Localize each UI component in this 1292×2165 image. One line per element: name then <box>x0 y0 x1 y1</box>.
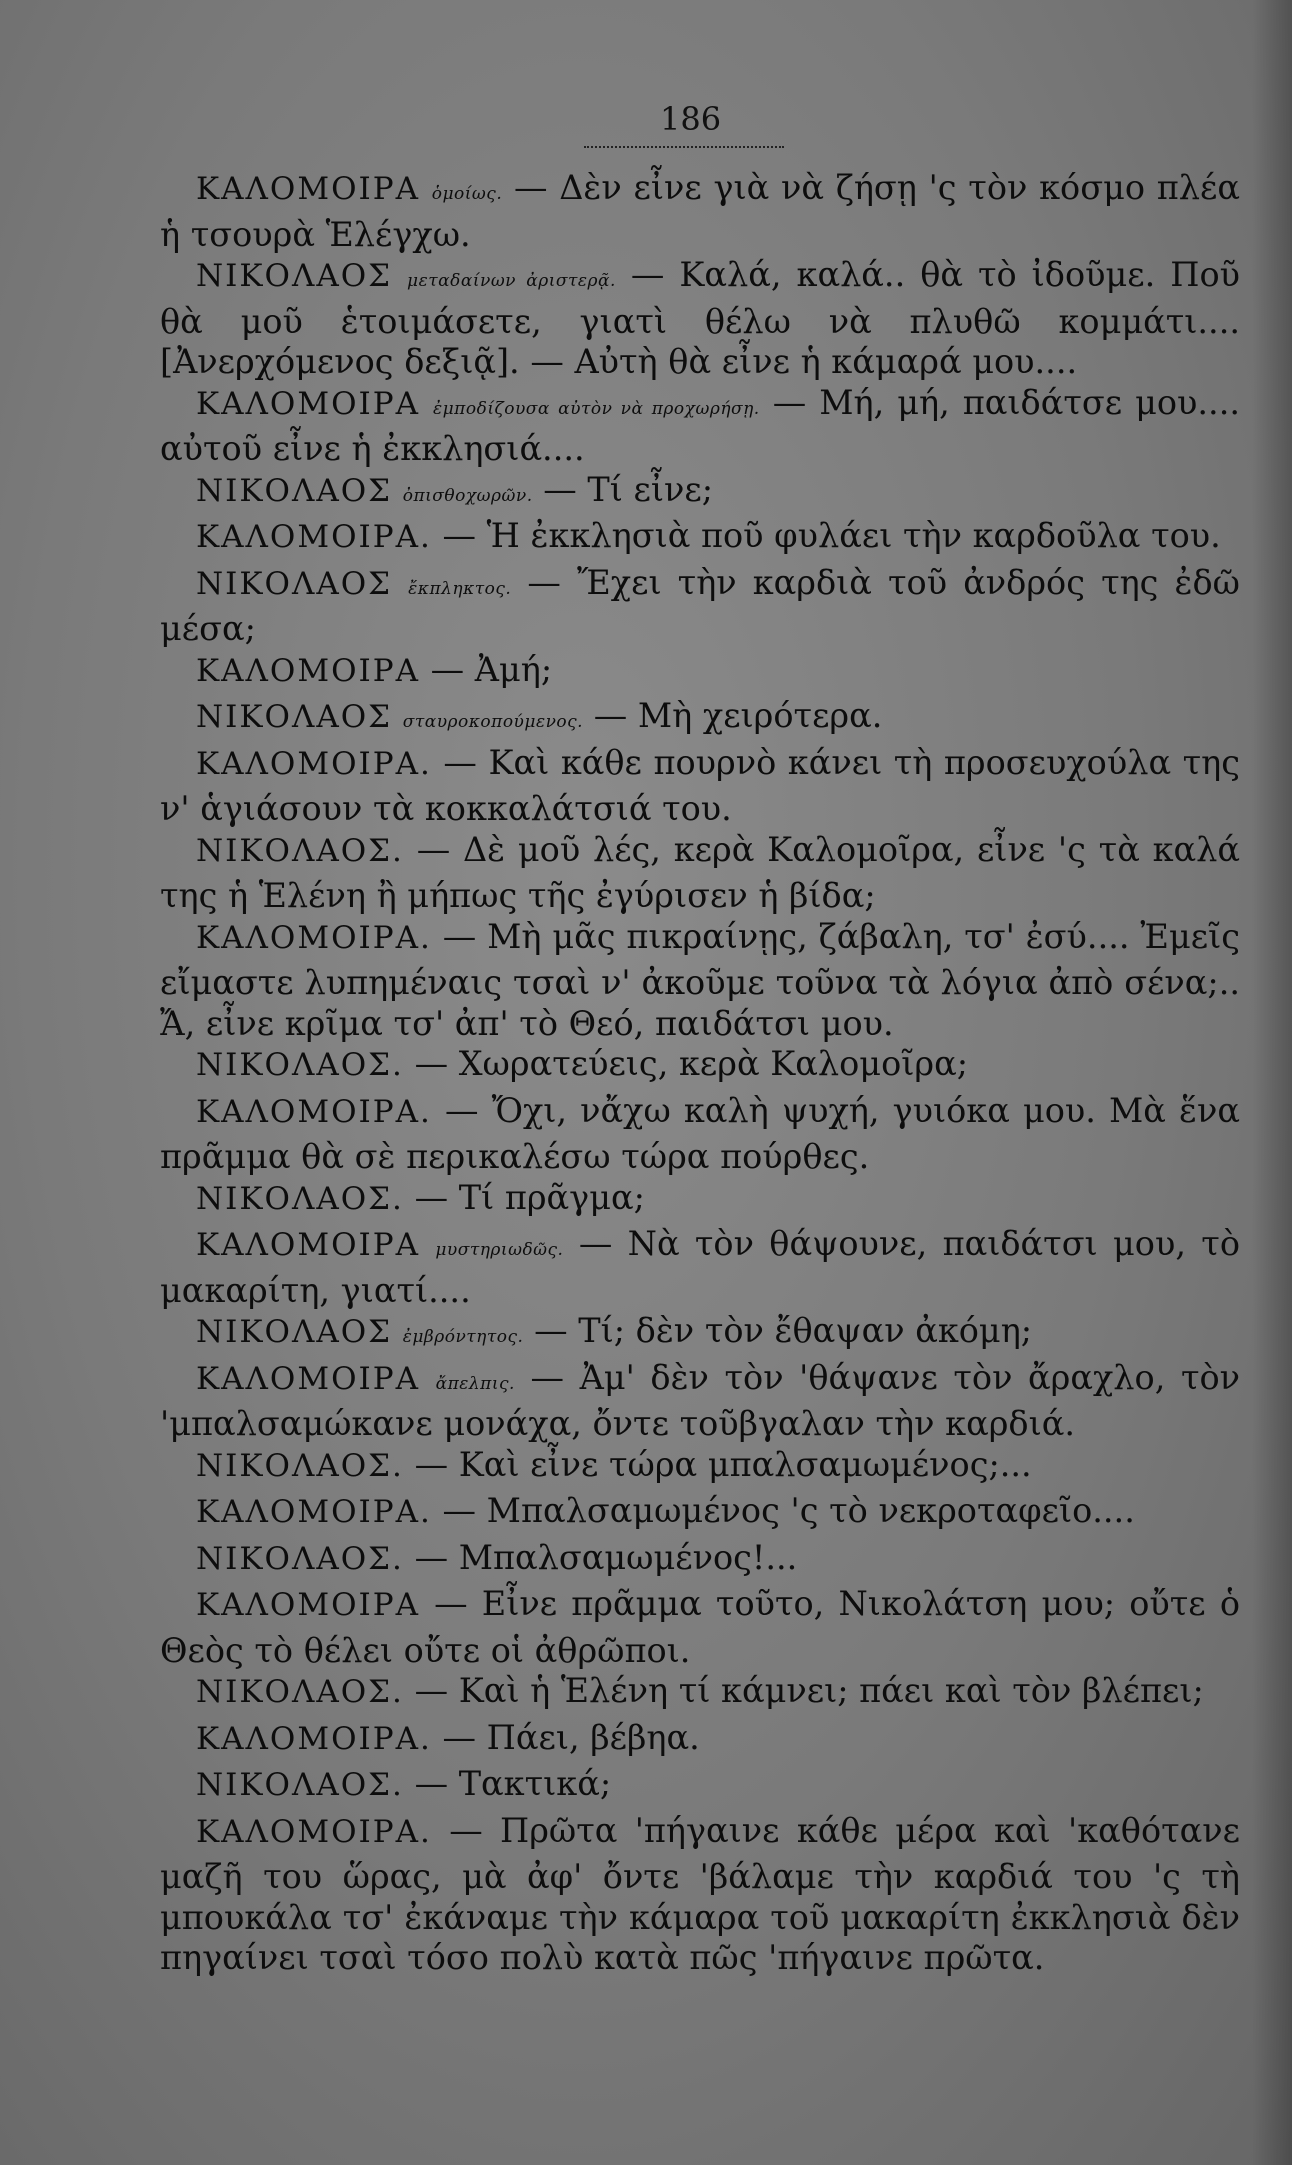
stage-direction: ὁμοίως. <box>431 184 503 204</box>
dialogue-line <box>160 516 1240 563</box>
dialogue-line <box>160 470 1240 517</box>
stage-direction: μεταδαίνων ἀριστερᾷ. <box>407 271 616 291</box>
line-text: — Πάει, βέβηα. <box>442 1717 700 1757</box>
dialogue-line <box>160 1764 1240 1811</box>
speaker-name: ΝΙΚΟΛΑΟΣ <box>196 565 393 602</box>
line-text: — Πρῶτα 'πήγαινε κάθε μέρα καὶ 'καθότανε μαζῆ του ὥρας, μὰ ἀφ' ὄντε 'βάλαμε τὴν καρδιά του 'ς τὴ μπουκάλα τσ' ἐκάναμε τὴν κάμαρα τοῦ μακαρίτη ἐκκλησιὰ δὲν πηγαίνει τσαὶ τόσο πολὺ κατὰ πῶς 'πήγαινε πρῶτα. <box>160 1810 1240 1977</box>
line-text: — Ἀμ' δὲν τὸν 'θάψανε τὸν ἄραχλο, τὸν 'μπαλσαμώκανε μονάχα, ὄντε τοῦβγαλαν τὴν καρδιά. <box>160 1357 1241 1443</box>
page-number: 186 <box>660 100 722 138</box>
speaker-name: ΝΙΚΟΛΑΟΣ. <box>196 1180 404 1217</box>
speaker-name: ΚΑΛΟΜΟΙΡΑ. <box>196 1720 432 1757</box>
line-text: — Μπαλσαμωμένος!... <box>414 1537 798 1577</box>
line-text: — Τακτικά; <box>414 1764 612 1803</box>
line-text: — Εἶνε πρᾶμμα τοῦτο, Νικολάτση μου; οὔτε ὁ Θεὸς τὸ θέλει οὔτε οἱ ἀθρῶποι. <box>160 1584 1240 1670</box>
dialogue-line <box>160 1178 1240 1225</box>
speaker-name: ΝΙΚΟΛΑΟΣ. <box>196 832 404 869</box>
speaker-name: ΝΙΚΟΛΑΟΣ. <box>196 1447 404 1484</box>
speaker-name: ΚΑΛΟΜΟΙΡΑ. <box>196 519 432 555</box>
speaker-name: ΚΑΛΟΜΟΙΡΑ <box>196 385 420 422</box>
line-text: — Ἀμή; <box>430 649 553 689</box>
dialogue-line <box>160 168 1240 255</box>
line-text: — Καλά, καλά.. θὰ τὸ ἰδοῦμε. Ποῦ θὰ μοῦ ἑτοιμάσετε, γιατὶ θέλω νὰ πλυθῶ κομμάτι.... [Ἀνερχόμενος δεξιᾷ]. — Αὐτὴ θὰ εἶνε ἡ κάμαρά μου.... <box>160 255 1240 381</box>
speaker-name: ΝΙΚΟΛΑΟΣ. <box>196 1047 404 1083</box>
stage-direction: ἔκπληκτος. <box>408 578 512 599</box>
line-text: — Καὶ εἶνε τώρα μπαλσαμωμένος;... <box>414 1444 1032 1484</box>
line-text: — Ἔχει τὴν καρδιὰ τοῦ ἀνδρός της ἐδῶ μέσα; <box>160 562 1240 648</box>
speaker-name: ΝΙΚΟΛΑΟΣ <box>196 472 393 509</box>
line-text: — Μπαλσαμωμένος 'ς τὸ νεκροταφεῖο.... <box>442 1491 1135 1530</box>
speaker-name: ΚΑΛΟΜΟΙΡΑ <box>196 1587 420 1623</box>
dialogue-line <box>160 1091 1240 1178</box>
speaker-name: ΚΑΛΟΜΟΙΡΑ. <box>196 1494 432 1530</box>
dialogue-line <box>160 696 1240 743</box>
dialogue-line <box>160 1224 1240 1311</box>
dialogue-line <box>160 1445 1240 1492</box>
dialogue-text <box>160 168 1240 1979</box>
dialogue-line <box>160 917 1240 1045</box>
speaker-name: ΝΙΚΟΛΑΟΣ <box>196 258 393 294</box>
line-text: — Χωρατεύεις, κερὰ Καλομοῖρα; <box>414 1044 968 1083</box>
speaker-name: ΚΑΛΟΜΟΙΡΑ. <box>196 745 432 782</box>
line-text: — Δὲν εἶνε γιὰ νὰ ζήσῃ 'ς τὸν κόσμο πλέα ἡ τσουρὰ Ἑλέγχω. <box>160 168 1240 254</box>
line-text: — Τί; δὲν τὸν ἔθαψαν ἀκόμη; <box>534 1311 1033 1350</box>
line-text: — Δὲ μοῦ λές, κερὰ Καλομοῖρα, εἶνε 'ς τὰ καλά της ἡ Ἑλένη ἢ μήπως τῆς ἐγύρισεν ἡ βίδα; <box>160 829 1241 915</box>
line-text: — Ὄχι, νἄχω καλὴ ψυχή, γυιόκα μου. Μὰ ἕνα πρᾶμμα θὰ σὲ περικαλέσω τώρα πούρθες. <box>160 1090 1240 1176</box>
dialogue-line <box>160 383 1240 470</box>
speaker-name: ΚΑΛΟΜΟΙΡΑ. <box>196 1093 432 1130</box>
speaker-name: ΝΙΚΟΛΑΟΣ. <box>196 1767 404 1803</box>
dialogue-line <box>160 255 1240 383</box>
line-text: — Νὰ τὸν θάψουνε, παιδάτσι μου, τὸ μακαρίτη, γιατί.... <box>160 1224 1241 1310</box>
line-text: — Μὴ μᾶς πικραίνῃς, ζάβαλη, τσ' ἐσύ.... Ἐμεῖς εἴμαστε λυπημέναις τσαὶ ν' ἀκοῦμε τοῦνα τὰ λόγια ἀπὸ σένα;.. Ἄ, εἶνε κρῖμα τσ' ἀπ' τὸ Θεό, παιδάτσι μου. <box>160 916 1240 1043</box>
line-text: — Μή, μή, παιδάτσε μου.... αὐτοῦ εἶνε ἡ ἐκκλησιά.... <box>160 382 1240 468</box>
dialogue-line <box>160 1671 1240 1718</box>
dialogue-line <box>160 563 1240 650</box>
header-ornament-rule <box>584 146 784 148</box>
dialogue-line <box>160 1584 1240 1671</box>
dialogue-line <box>160 1538 1240 1585</box>
line-text: — Τί εἶνε; <box>543 469 714 509</box>
dialogue-line <box>160 1044 1240 1091</box>
line-text: — Μὴ χειρότερα. <box>593 696 883 735</box>
line-text: — Καὶ ἡ Ἑλένη τί κάμνει; πάει καὶ τὸν βλέπει; <box>414 1671 1204 1710</box>
speaker-name: ΝΙΚΟΛΑΟΣ <box>196 1314 393 1350</box>
line-text: — Καὶ κάθε πουρνὸ κάνει τὴ προσευχούλα της ν' ἁγιάσουν τὰ κοκκαλάτσιά του. <box>160 742 1240 828</box>
stage-direction: ἄπελπις. <box>435 1373 515 1394</box>
dialogue-line <box>160 743 1240 830</box>
dialogue-line <box>160 1718 1240 1765</box>
dialogue-line <box>160 1358 1240 1445</box>
speaker-name: ΝΙΚΟΛΑΟΣ. <box>196 1540 404 1577</box>
stage-direction: μυστηριωδῶς. <box>435 1240 564 1260</box>
line-text: — Τί πρᾶγμα; <box>414 1177 645 1217</box>
dialogue-line <box>160 650 1240 697</box>
speaker-name: ΚΑΛΟΜΟΙΡΑ <box>196 1227 420 1263</box>
speaker-name: ΚΑΛΟΜΟΙΡΑ. <box>196 919 432 956</box>
dialogue-line <box>160 1811 1240 1979</box>
line-text: — Ἡ ἐκκλησιὰ ποῦ φυλάει τὴν καρδοῦλα του. <box>442 516 1221 555</box>
speaker-name: ΝΙΚΟΛΑΟΣ <box>196 699 393 735</box>
dialogue-line <box>160 830 1240 917</box>
speaker-name: ΝΙΚΟΛΑΟΣ. <box>196 1674 404 1710</box>
page-edge-shadow <box>1252 0 1292 2165</box>
stage-direction: σταυροκοπούμενος. <box>402 712 584 732</box>
dialogue-line <box>160 1311 1240 1358</box>
speaker-name: ΚΑΛΟΜΟΙΡΑ <box>196 171 420 207</box>
dialogue-line <box>160 1491 1240 1538</box>
stage-direction: ὀπισθοχωρῶν. <box>402 485 533 506</box>
stage-direction: ἐμβρόντητος. <box>402 1327 524 1347</box>
speaker-name: ΚΑΛΟΜΟΙΡΑ <box>196 1360 420 1397</box>
speaker-name: ΚΑΛΟΜΟΙΡΑ. <box>196 1813 432 1850</box>
speaker-name: ΚΑΛΟΜΟΙΡΑ <box>196 652 420 689</box>
stage-direction: ἐμποδίζουσα αὐτὸν νὰ προχωρήσῃ. <box>433 398 760 419</box>
